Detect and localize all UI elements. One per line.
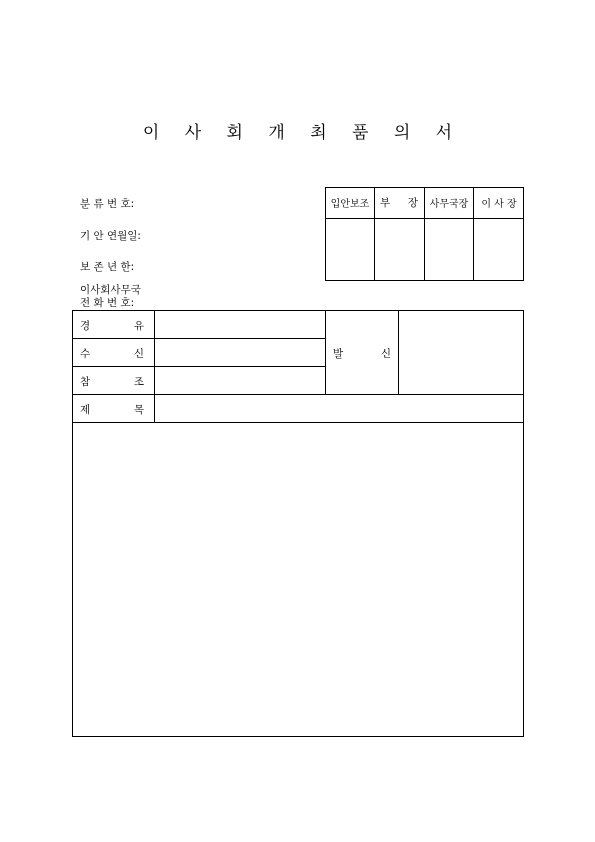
sender-label: [333, 346, 391, 361]
route-label-char1: 경: [80, 320, 91, 332]
sender-label-char2: 신: [380, 348, 391, 360]
sender-value-field[interactable]: [400, 311, 522, 393]
body-content-area[interactable]: [74, 424, 522, 735]
subject-label-char1: 제: [80, 404, 91, 416]
stamp-box-chairman[interactable]: [474, 219, 523, 280]
stamp-box-assistant[interactable]: [326, 219, 374, 280]
recipient-label-char2: 신: [133, 348, 144, 360]
sender-column-divider: [325, 310, 326, 395]
approval-header-secretary-general: 사무국장: [429, 199, 469, 210]
phone-number-label: 전 화 번 호:: [80, 297, 135, 309]
label-column-divider: [154, 310, 155, 423]
sender-value-divider: [398, 310, 399, 395]
approval-header-chairman: 이 사 장: [481, 199, 517, 210]
sender-label-char1: 발: [333, 348, 344, 360]
recipient-value-field[interactable]: [156, 339, 324, 365]
approval-header-assistant: 입안보조: [330, 199, 370, 210]
route-label: [80, 318, 144, 333]
subject-label: [80, 402, 144, 417]
reference-label-char1: 참: [80, 376, 91, 388]
recipient-label-char1: 수: [80, 348, 91, 360]
reference-label-char2: 조: [133, 376, 144, 388]
approval-header-director-char1: 부: [380, 197, 391, 209]
reference-value-field[interactable]: [156, 367, 324, 393]
route-value-field[interactable]: [156, 311, 324, 337]
document-title: 이 사 회 개 최 품 의 서: [142, 123, 463, 143]
retention-period-label: 보 존 년 한:: [80, 261, 135, 273]
subject-label-char2: 목: [133, 404, 144, 416]
approval-header-director: [380, 195, 418, 210]
stamp-box-director[interactable]: [375, 219, 424, 280]
approval-header-director-char2: 장: [407, 197, 418, 209]
route-label-char2: 유: [133, 320, 144, 332]
stamp-box-secretary-general[interactable]: [425, 219, 473, 280]
recipient-label: [80, 346, 144, 361]
row-divider: [72, 422, 524, 423]
subject-value-field[interactable]: [156, 395, 522, 421]
draft-date-label: 기 안 연월일:: [80, 230, 141, 242]
reference-label: [80, 374, 144, 389]
classification-number-label: 분 류 번 호:: [80, 198, 135, 210]
office-label: 이사회사무국: [80, 284, 141, 296]
